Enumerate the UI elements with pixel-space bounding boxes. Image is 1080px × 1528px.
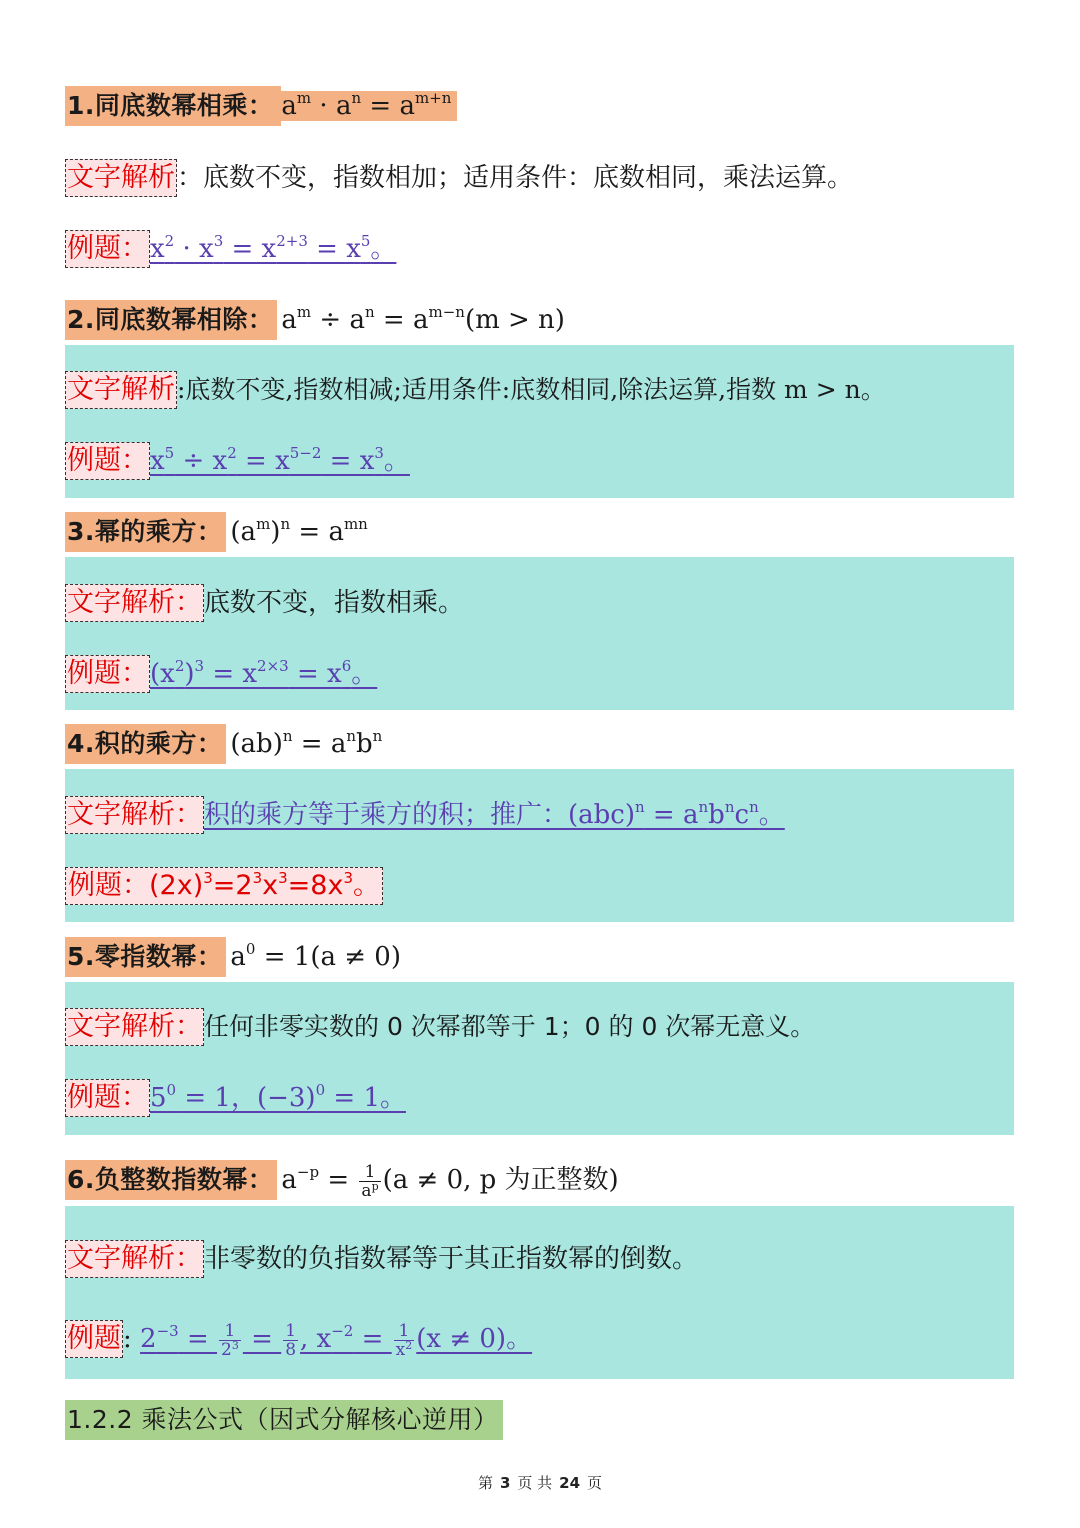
footer-total: 24 [559, 1474, 581, 1492]
section-2-heading [65, 300, 565, 340]
analysis-label: 文字解析： [65, 1240, 204, 1278]
example-colon: : [123, 1324, 141, 1354]
analysis-text: ：底数不变，指数相加；适用条件：底数相同，乘法运算。 [177, 163, 854, 193]
analysis-label: 文字解析： [65, 796, 204, 834]
example-label: 例题： [65, 230, 150, 268]
section-formula: $a^{-p}$ = $\frac{1}{a^p}$ (a ≠ 0, p 为正整数) [281, 1161, 619, 1201]
section-formula: $(a^m)^n = a^{mn}$ [230, 515, 368, 547]
section-3-analysis [65, 583, 464, 623]
footer-page: 3 [499, 1474, 511, 1492]
section-title: 6.负整数指数幂： [65, 1160, 277, 1200]
section-1-example [65, 229, 396, 269]
section-3-example [65, 654, 377, 694]
analysis-label: 文字解析： [65, 584, 204, 622]
section-formula: $a^m \div a^n = a^{m-n}(m > n)$ [281, 303, 565, 335]
section-2-analysis [65, 370, 886, 410]
section-title: 5.零指数幂： [65, 937, 226, 977]
section-formula: $a^m \cdot a^n = a^{m+n}$ [281, 91, 457, 121]
page-footer [0, 1472, 1080, 1493]
section-4-analysis [65, 795, 785, 835]
section-5-example [65, 1078, 406, 1118]
analysis-text: 积的乘方等于乘方的积；推广：$(abc)^n = a^nb^nc^n$。 [204, 798, 785, 830]
analysis-text: 任何非零实数的 0 次幂都等于 1；0 的 0 次幂无意义。 [204, 1012, 816, 1041]
example-label: 例题： [65, 1079, 150, 1117]
example-label: 例题： [65, 655, 150, 693]
fraction: $\frac{1}{x^2}$ [395, 1320, 413, 1360]
section-6-heading [65, 1160, 619, 1200]
section-4-heading [65, 724, 382, 764]
footer-prefix: 第 [477, 1474, 493, 1492]
analysis-text: 非零数的负指数幂等于其正指数幂的倒数。 [204, 1244, 699, 1274]
subsection-heading [65, 1400, 503, 1440]
section-title: 3.幂的乘方： [65, 512, 226, 552]
example-math: $x^5 \div x^2 = x^{5-2} = x^3$。 [150, 444, 410, 476]
section-6-analysis [65, 1239, 698, 1279]
section-3-heading [65, 512, 368, 552]
section-formula: $a^0 = 1(a \ne 0)$ [230, 940, 401, 972]
footer-mid: 页 共 [517, 1474, 553, 1492]
section-4-example [65, 866, 383, 906]
section-1-analysis [65, 158, 853, 198]
example-math: $5^0 = 1$，$(-3)^0 = 1$。 [150, 1081, 406, 1113]
analysis-text: :底数不变,指数相减;适用条件:底数相同,除法运算,指数 m > n。 [177, 375, 886, 404]
example-label: 例题 [65, 1320, 123, 1358]
example-box: 例题：$(2x)^3=2^3x^3=8x^3$。 [65, 867, 383, 905]
section-2-example [65, 441, 410, 481]
section-title: 1.同底数幂相乘： [65, 86, 281, 126]
section-5-analysis [65, 1007, 815, 1047]
fraction: $\frac{1}{a^p}$ [361, 1161, 379, 1201]
section-title: 2.同底数幂相除： [65, 300, 277, 340]
example-label: 例题： [65, 442, 150, 480]
section-1-heading [65, 86, 457, 126]
fraction: $\frac{1}{2^3}$ [221, 1320, 239, 1360]
section-6-example [65, 1319, 532, 1359]
example-math: $x^2 \cdot x^3 = x^{2+3} = x^5$。 [150, 232, 397, 264]
section-formula: $(ab)^n = a^nb^n$ [230, 727, 383, 759]
example-math: $(x^2)^3 = x^{2\times 3} = x^6$。 [150, 657, 378, 689]
fraction: $\frac{1}{8}$ [285, 1320, 297, 1360]
analysis-label: 文字解析 [65, 159, 177, 197]
analysis-label: 文字解析： [65, 1008, 204, 1046]
section-title: 4.积的乘方： [65, 724, 226, 764]
analysis-text: 底数不变，指数相乘。 [204, 588, 465, 618]
analysis-label: 文字解析 [65, 371, 177, 409]
subsection-title: 1.2.2 乘法公式（因式分解核心逆用） [65, 1400, 503, 1440]
example-math: $2^{-3}$ = $\frac{1}{2^3}$ = $\frac{1}{8}$ , $x^{-2}$ = $\frac{1}{x^2}$ (x ≠ 0)。 [140, 1320, 533, 1360]
section-5-heading [65, 937, 401, 977]
footer-suffix: 页 [587, 1474, 603, 1492]
